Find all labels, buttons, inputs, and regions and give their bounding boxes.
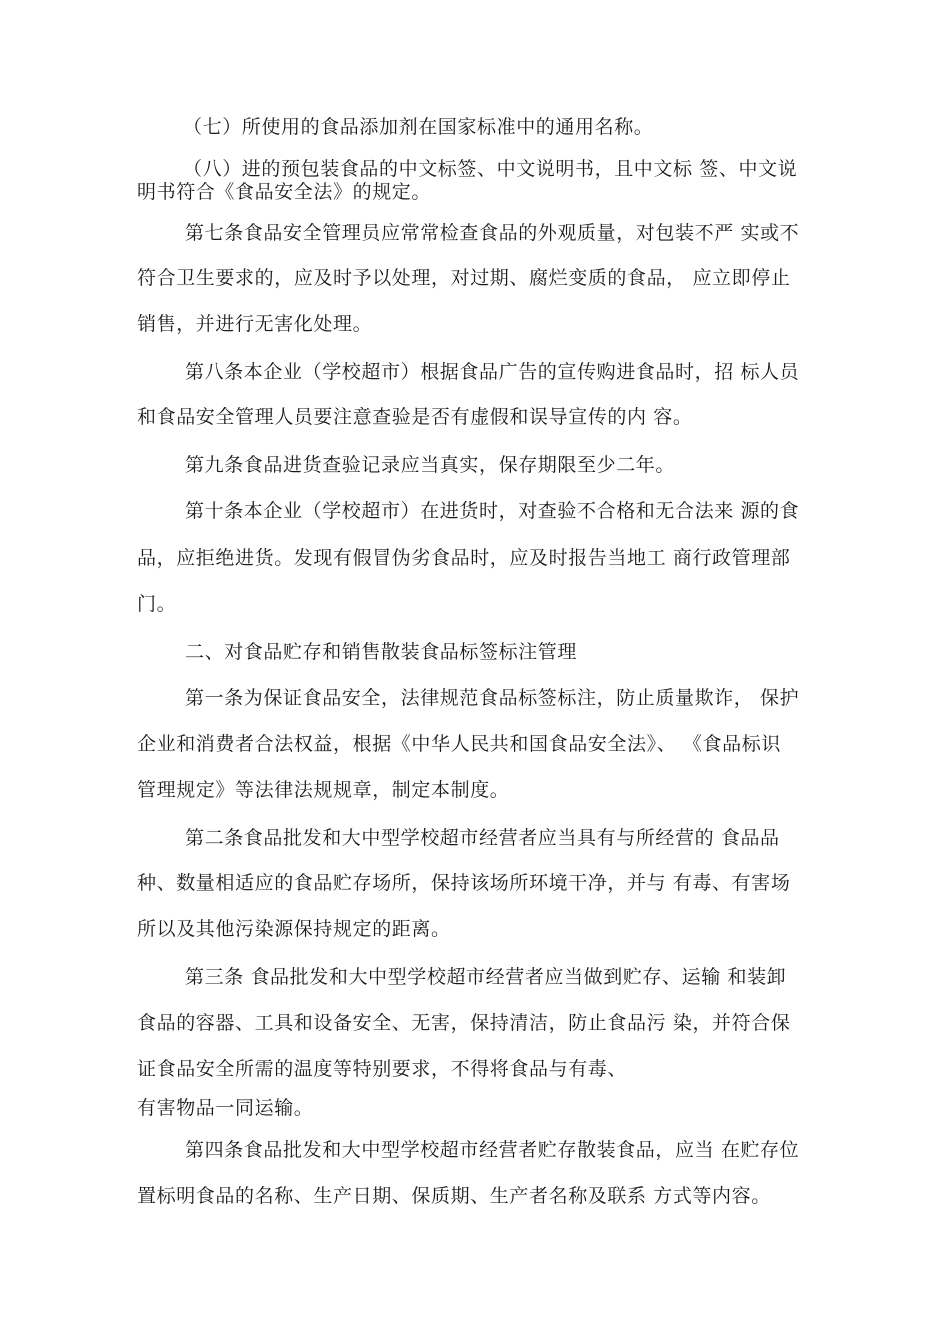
text-line: 品，应拒绝进货。发现有假冒伪劣食品时，应及时报告当地工 商行政管理部 (137, 547, 791, 569)
text-line: 所以及其他污染源保持规定的距离。 (137, 918, 451, 940)
text-line: 门。 (137, 593, 177, 615)
text-line: 第七条食品安全管理员应常常检查食品的外观质量，对包装不严 实或不 (185, 222, 800, 244)
text-line: 第四条食品批发和大中型学校超市经营者贮存散装食品，应当 在贮存位 (185, 1139, 800, 1161)
text-line: 明书符合《食品安全法》的规定。 (137, 181, 432, 203)
text-line: （八）进的预包装食品的中文标签、中文说明书，且中文标 签、中文说 (183, 158, 798, 180)
section-heading: 二、对食品贮存和销售散装食品标签标注管理 (185, 641, 578, 663)
text-line: 企业和消费者合法权益，根据《中华人民共和国食品安全法》、 《食品标识 (137, 733, 781, 755)
text-line: 第十条本企业（学校超市）在进货时，对查验不合格和无合法来 源的食 (185, 500, 800, 522)
text-line: 第二条食品批发和大中型学校超市经营者应当具有与所经营的 食品品 (185, 827, 780, 849)
text-line: 管理规定》等法律法规规章，制定本制度。 (137, 779, 510, 801)
text-line: 第三条 食品批发和大中型学校超市经营者应当做到贮存、运输 和装卸 (185, 966, 787, 988)
text-line: 有害物品一同运输。 (137, 1097, 314, 1119)
text-line: 销售，并进行无害化处理。 (137, 313, 373, 335)
text-line: （七）所使用的食品添加剂在国家标准中的通用名称。 (183, 116, 654, 138)
text-line: 第九条食品进货查验记录应当真实，保存期限至少二年。 (185, 454, 676, 476)
text-line: 符合卫生要求的，应及时予以处理，对过期、腐烂变质的食品， 应立即停止 (137, 267, 791, 289)
text-line: 种、数量相适应的食品贮存场所，保持该场所环境干净，并与 有毒、有害场 (137, 872, 791, 894)
text-line: 第一条为保证食品安全，法律规范食品标签标注，防止质量欺诈， 保护 (185, 687, 800, 709)
text-line: 第八条本企业（学校超市）根据食品广告的宣传购进食品时，招 标人员 (185, 361, 800, 383)
text-line: 和食品安全管理人员要注意查验是否有虚假和误导宣传的内 容。 (137, 406, 693, 428)
text-line: 证食品安全所需的温度等特别要求，不得将食品与有毒、 (137, 1058, 628, 1080)
text-line: 置标明食品的名称、生产日期、保质期、生产者名称及联系 方式等内容。 (137, 1185, 771, 1207)
text-line: 食品的容器、工具和设备安全、无害，保持清洁，防止食品污 染，并符合保 (137, 1012, 791, 1034)
